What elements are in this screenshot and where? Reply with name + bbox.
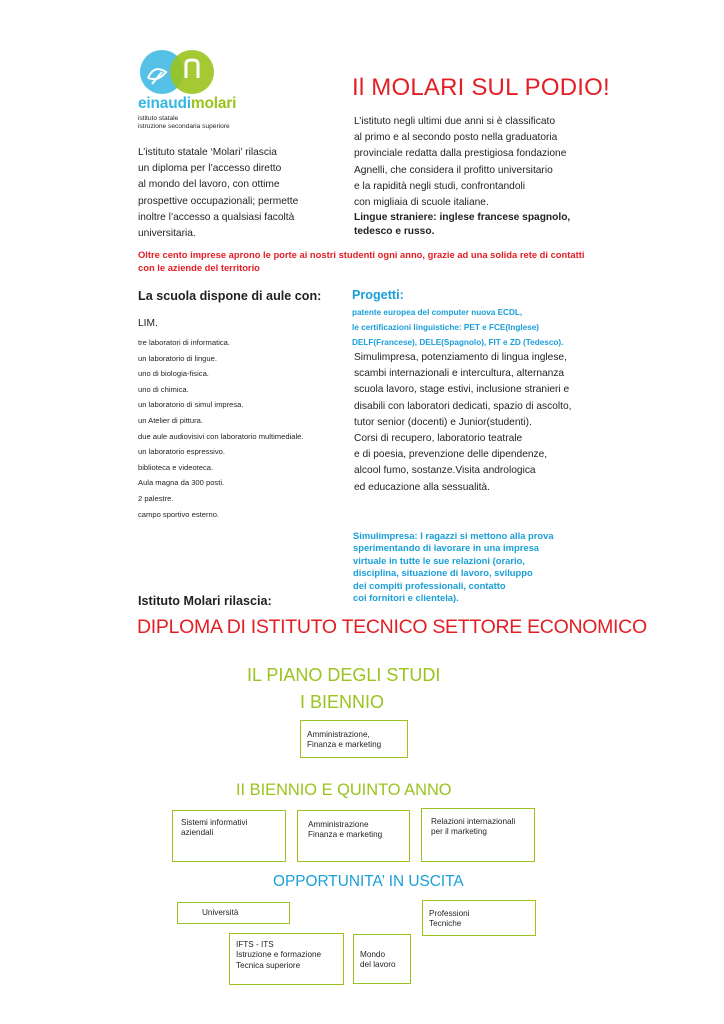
biennio2-box-sistemi <box>172 810 286 862</box>
list-item: tre laboratori di informatica. <box>138 338 231 347</box>
intro-paragraph <box>138 145 338 242</box>
einaudi-molari-logo-icon <box>138 48 218 98</box>
progetti-blue-line: patente europea del computer nuova ECDL, <box>352 308 523 317</box>
aule-lim: LIM. <box>138 318 158 329</box>
progetti-line: scambi internazionali e intercultura, alternanza <box>354 368 565 380</box>
logo-subtitle <box>138 115 230 131</box>
progetti-line: Simulimpresa, potenziamento di lingua inglese, <box>354 352 567 363</box>
list-item: uno di chimica. <box>138 384 189 394</box>
box-line: Finanza e marketing <box>308 830 383 840</box>
list-item: campo sportivo esterno. <box>138 509 220 519</box>
box-line: Università <box>202 908 239 917</box>
podio-line: provinciale redatta dalla prestigiosa fondazione <box>354 148 567 160</box>
list-item: uno di biologia-fisica. <box>138 369 209 379</box>
simulimpresa-line: coi fornitori e clientela). <box>353 592 459 604</box>
box-line: Mondo <box>360 950 386 959</box>
box-line: Amministrazione <box>308 820 369 829</box>
opportunita-box-ifts <box>229 933 344 985</box>
list-item: un Atelier di pittura. <box>138 415 204 425</box>
progetti-blue-line: le certificazioni linguistiche: PET e FCE(Inglese) <box>352 323 539 333</box>
progetti-certificazioni <box>352 305 563 351</box>
list-item: 2 palestre. <box>138 493 174 503</box>
logo-sub-line: istruzione secondaria superiore <box>138 123 230 130</box>
simulimpresa-note <box>353 530 554 604</box>
page-headline: Il MOLARI SUL PODIO! <box>352 74 610 101</box>
podio-line: Agnelli, che considera il profitto universitario <box>354 164 553 176</box>
podio-line: e la rapidità negli studi, confrontandoli <box>354 180 526 192</box>
piano-studi-title: IL PIANO DEGLI STUDI <box>247 665 441 685</box>
intro-line: un diploma per l’accesso diretto <box>138 163 282 175</box>
opportunita-box-mondo <box>353 934 411 984</box>
opportunita-box-universita <box>177 902 290 924</box>
progetti-title: Progetti: <box>352 288 404 302</box>
biennio1-title: I BIENNIO <box>300 692 385 712</box>
opportunita-title: OPPORTUNITA’ IN USCITA <box>273 873 464 890</box>
logo-name-einaudi: einaudi <box>138 95 191 112</box>
list-item: un laboratorio di lingue. <box>138 353 217 363</box>
aule-list <box>138 335 303 522</box>
progetti-line: ed educazione alla sessualità. <box>354 481 490 493</box>
aule-title: La scuola dispone di aule con: <box>138 289 322 303</box>
progetti-line: tutor senior (docenti) e Junior(studenti). <box>354 416 532 428</box>
list-item: biblioteca e videoteca. <box>138 462 214 472</box>
tiny-mark: · · · · · <box>75 758 82 761</box>
box-line: Tecnica superiore <box>236 960 301 970</box>
progetti-line: disabili con laboratori dedicati, spazio di ascolto, <box>354 400 572 412</box>
box-line: IFTS - ITS <box>236 940 274 949</box>
simulimpresa-line: dei compiti professionali, contatto <box>353 579 506 591</box>
logo-name-molari: molari <box>190 95 237 112</box>
list-item: un laboratorio di simul impresa. <box>138 400 244 410</box>
intro-line: inoltre l’accesso a qualsiasi facoltà <box>138 211 295 223</box>
list-item: un laboratorio espressivo. <box>138 447 225 457</box>
intro-line: prospettive occupazionali; permette <box>138 195 299 207</box>
intro-line: universitaria. <box>138 228 196 240</box>
progetti-description <box>354 350 571 496</box>
intro-line: al mondo del lavoro, con ottime <box>138 179 280 191</box>
box-line: del lavoro <box>360 960 396 970</box>
box-line: Istruzione e formazione <box>236 950 322 960</box>
opportunita-box-professioni <box>422 900 536 936</box>
box-line: Sistemi informativi <box>181 818 248 827</box>
simulimpresa-line: virtuale in tutte le sue relazioni (orario, <box>353 554 525 566</box>
simulimpresa-line: sperimentando di lavorare in una impresa <box>353 542 539 554</box>
intro-line: L’istituto statale ‘Molari’ rilascia <box>138 147 277 158</box>
list-item: Aula magna da 300 posti. <box>138 478 225 488</box>
progetti-line: alcool fumo, sostanze.Visita andrologica <box>354 465 536 477</box>
imprese-note <box>138 248 608 274</box>
box-line: Professioni <box>429 909 470 918</box>
logo-sub-line: istituto statale <box>138 115 179 122</box>
rilascia-heading: Istituto Molari rilascia: <box>138 594 272 608</box>
lingue-line: tedesco e russo. <box>354 226 435 238</box>
imprese-line: con le aziende del territorio <box>138 262 260 273</box>
progetti-blue-line: DELF(Francese), DELE(Spagnolo), FIT e ZD (Tedesco). <box>352 338 564 348</box>
box-line: Finanza e marketing <box>307 740 382 750</box>
podio-paragraph <box>354 114 594 239</box>
lingue-line: Lingue straniere: inglese francese spagnolo, <box>354 212 571 224</box>
box-line: Tecniche <box>429 919 462 929</box>
progetti-line: e di poesia, prevenzione delle dipendenze, <box>354 449 548 461</box>
progetti-line: scuola lavoro, stage estivi, inclusione stranieri e <box>354 384 570 396</box>
simulimpresa-line: disciplina, situazione di lavoro, sviluppo <box>353 567 533 579</box>
diploma-title: DIPLOMA DI ISTITUTO TECNICO SETTORE ECONOMICO <box>137 616 647 638</box>
biennio2-title: II BIENNIO E QUINTO ANNO <box>236 781 452 799</box>
biennio2-box-amministrazione <box>297 810 410 862</box>
box-line: per il marketing <box>431 827 487 837</box>
biennio2-box-relazioni <box>421 808 535 862</box>
simulimpresa-line: Simulimpresa: I ragazzi si mettono alla prova <box>353 530 554 541</box>
box-line: Relazioni internazionali <box>431 817 516 826</box>
imprese-line: Oltre cento imprese aprono le porte ai nostri studenti ogni anno, grazie ad una solida rete di contatti <box>138 249 585 260</box>
box-line: aziendali <box>181 828 214 838</box>
logo-wordmark <box>138 95 236 113</box>
podio-line: L’istituto negli ultimi due anni si è classificato <box>354 116 556 127</box>
list-item: due aule audiovisivi con laboratorio multimediale. <box>138 431 304 441</box>
biennio1-box <box>300 720 408 758</box>
box-line: Amministrazione, <box>307 730 370 739</box>
progetti-line: Corsi di recupero, laboratorio teatrale <box>354 433 523 445</box>
podio-line: al primo e al secondo posto nella graduatoria <box>354 132 558 144</box>
podio-line: con migliaia di scuole italiane. <box>354 197 489 209</box>
